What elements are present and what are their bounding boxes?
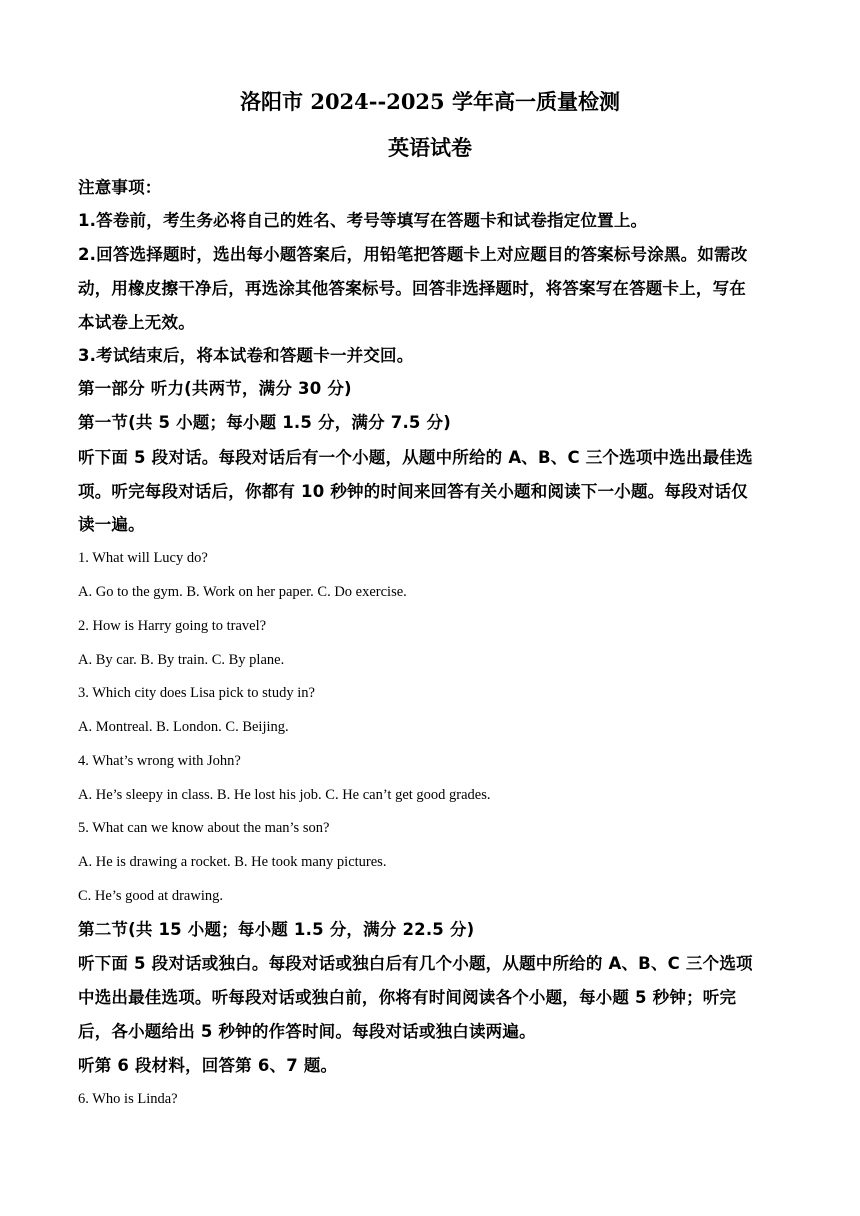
question-2: 2. How is Harry going to travel? xyxy=(78,618,267,634)
section2-instructions-line-3: 后，各小题给出 5 秒钟的作答时间。每段对话或独白读两遍。 xyxy=(78,1022,536,1041)
section2-instructions-line-2: 中选出最佳选项。听每段对话或独白前，你将有时间阅读各个小题，每小题 5 秒钟；听完 xyxy=(78,988,737,1007)
notice-heading: 注意事项： xyxy=(78,178,162,197)
exam-subtitle: 英语试卷 xyxy=(388,135,472,160)
question-1-options: A. Go to the gym. B. Work on her paper. C. Do exercise. xyxy=(78,584,407,600)
section1-instructions-line-3: 读一遍。 xyxy=(78,515,145,534)
section2-instructions-line-1: 听下面 5 段对话或独白。每段对话或独白后有几个小题，从题中所给的 A、B、C 三个选项 xyxy=(78,954,753,973)
exam-title: 洛阳市 2024--2025 学年高一质量检测 xyxy=(240,89,620,114)
question-3: 3. Which city does Lisa pick to study in? xyxy=(78,685,315,701)
question-4: 4. What’s wrong with John? xyxy=(78,753,241,769)
question-4-options: A. He’s sleepy in class. B. He lost his job. C. He can’t get good grades. xyxy=(78,787,491,803)
notice-item-2-line-2: 动，用橡皮擦干净后，再选涂其他答案标号。回答非选择题时，将答案写在答题卡上，写在 xyxy=(78,279,746,298)
notice-item-3: 3.考试结束后，将本试卷和答题卡一并交回。 xyxy=(78,346,414,365)
question-6: 6. Who is Linda? xyxy=(78,1091,178,1107)
question-2-options: A. By car. B. By train. C. By plane. xyxy=(78,652,285,668)
section2-heading: 第二节(共 15 小题；每小题 1.5 分，满分 22.5 分) xyxy=(78,920,475,939)
notice-item-1: 1.答卷前，考生务必将自己的姓名、考号等填写在答题卡和试卷指定位置上。 xyxy=(78,211,648,230)
question-5-options: A. He is drawing a rocket. B. He took many pictures. xyxy=(78,854,387,870)
notice-item-2-line-3: 本试卷上无效。 xyxy=(78,313,195,332)
section1-instructions-line-2: 项。听完每段对话后，你都有 10 秒钟的时间来回答有关小题和阅读下一小题。每段对话仅 xyxy=(78,482,748,501)
notice-item-2-line-1: 2.回答选择题时，选出每小题答案后，用铅笔把答题卡上对应题目的答案标号涂黑。如需改 xyxy=(78,245,748,264)
section1-heading: 第一节(共 5 小题；每小题 1.5 分，满分 7.5 分) xyxy=(78,413,451,432)
question-5-option-c: C. He’s good at drawing. xyxy=(78,888,223,904)
section1-instructions-line-1: 听下面 5 段对话。每段对话后有一个小题，从题中所给的 A、B、C 三个选项中选出最佳选 xyxy=(78,448,753,467)
question-5: 5. What can we know about the man’s son? xyxy=(78,820,330,836)
question-1: 1. What will Lucy do? xyxy=(78,550,208,566)
material-6-instruction: 听第 6 段材料，回答第 6、7 题。 xyxy=(78,1056,338,1075)
part1-heading: 第一部分 听力(共两节，满分 30 分) xyxy=(78,379,352,398)
question-3-options: A. Montreal. B. London. C. Beijing. xyxy=(78,719,289,735)
